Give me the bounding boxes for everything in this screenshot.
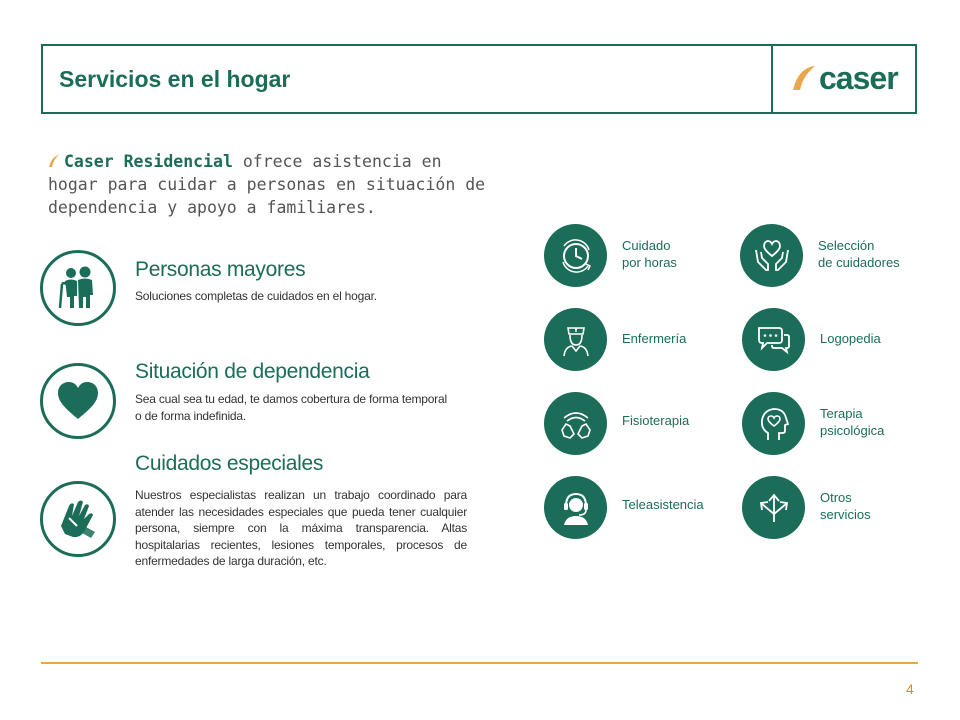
feature-title: Situación de dependencia: [135, 360, 370, 383]
service-label-line: Logopedia: [820, 331, 881, 346]
feature-description: Nuestros especialistas realizan un trabajo coordinado para atender las necesidades especiales que pueda tener cualquier persona, siempre con la máxima transparencia. Altas hospitalarias recientes, lesiones temporales, procesos de enfermedades de larga duración, etc.: [135, 488, 467, 568]
service-label-line: servicios: [820, 507, 871, 522]
caser-logo: [791, 62, 898, 94]
bullet-swoosh-icon: [48, 154, 60, 168]
brand-name: Caser Residencial: [64, 152, 233, 171]
elderly-couple-icon: [40, 250, 116, 326]
service-label: [622, 496, 704, 513]
hands-heart-icon: [740, 224, 803, 287]
service-label-line: Fisioterapia: [622, 413, 690, 428]
feature-title: Cuidados especiales: [135, 452, 324, 475]
caring-hands-icon: [40, 481, 116, 557]
logo-text: caser: [819, 60, 898, 96]
service-label: [622, 237, 677, 271]
intro-line-2: hogar para cuidar a personas en situación de: [48, 175, 486, 194]
feature-title: Personas mayores: [135, 258, 306, 281]
clock-icon: [544, 224, 607, 287]
service-label-line: Cuidado: [622, 238, 671, 253]
page-number: 4: [906, 681, 914, 697]
nurse-icon: [544, 308, 607, 371]
intro-line-1: [48, 150, 508, 173]
service-label: [820, 405, 884, 439]
service-label: [622, 412, 689, 429]
speech-bubbles-icon: [742, 308, 805, 371]
intro-text-1: ofrece asistencia en: [232, 152, 442, 171]
feature-description-line: o de forma indefinida.: [135, 408, 247, 423]
service-label-line: por horas: [622, 255, 677, 270]
intro-paragraph: [48, 150, 508, 219]
heart-icon: [40, 363, 116, 439]
service-label-line: Teleasistencia: [622, 497, 704, 512]
headset-icon: [544, 476, 607, 539]
header-banner: [41, 44, 917, 114]
footer-divider: [41, 662, 918, 664]
head-heart-icon: [742, 392, 805, 455]
service-label: [622, 330, 686, 347]
service-label: [820, 489, 871, 523]
page-title: Servicios en el hogar: [59, 66, 291, 92]
feature-description-line: Sea cual sea tu edad, te damos cobertura de forma temporal: [135, 392, 447, 406]
massage-hands-icon: [544, 392, 607, 455]
intro-line-3: dependencia y apoyo a familiares.: [48, 198, 376, 217]
service-label: [820, 330, 881, 347]
service-label-line: Terapia: [820, 406, 863, 421]
arrows-icon: [742, 476, 805, 539]
feature-description: [135, 391, 447, 424]
logo-swoosh-icon: [791, 64, 817, 92]
service-label-line: Enfermería: [622, 331, 687, 346]
service-label-line: de cuidadores: [818, 255, 900, 270]
service-label-line: Selección: [818, 238, 875, 253]
header-divider: [771, 46, 773, 112]
service-label: [818, 237, 900, 271]
feature-description: Soluciones completas de cuidados en el hogar.: [135, 289, 377, 303]
service-label-line: psicológica: [820, 423, 885, 438]
service-label-line: Otros: [820, 490, 852, 505]
